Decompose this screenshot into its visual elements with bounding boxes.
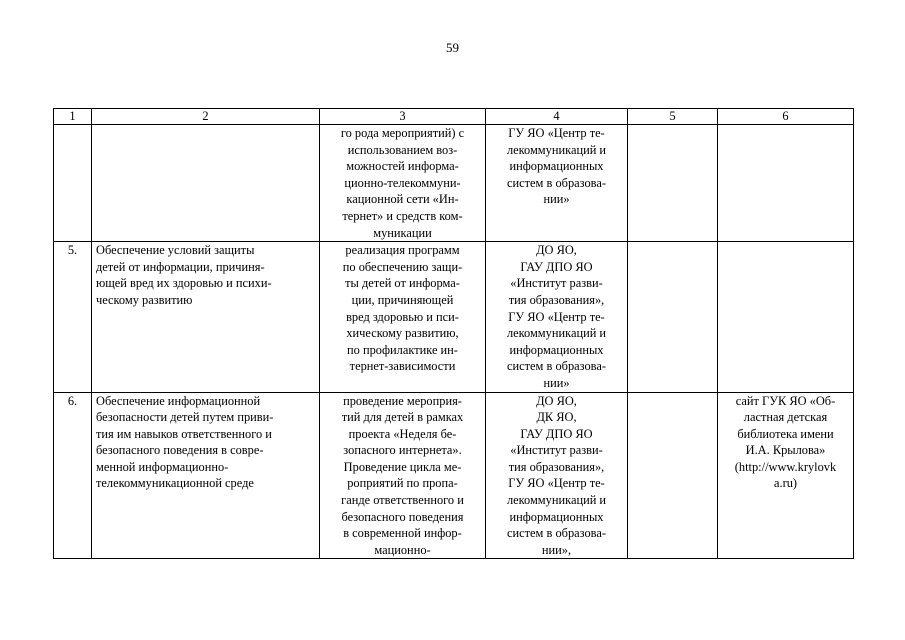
cell-text-line: ГАУ ДПО ЯО bbox=[520, 259, 593, 274]
cell-text-line: информационных bbox=[509, 159, 604, 174]
cell-text-line: телекоммуникационной среде bbox=[96, 476, 254, 491]
cell-text-line: тия образования», bbox=[508, 459, 605, 474]
cell-text-line: ластная детская bbox=[743, 410, 828, 425]
cell-text-line: нии» bbox=[543, 375, 570, 390]
cell-text-line: менной информационно- bbox=[96, 459, 229, 474]
cell-text-line: систем в образова- bbox=[507, 526, 606, 541]
column-5-cell bbox=[628, 392, 718, 559]
cell-text-line: (http://www.krylovk bbox=[734, 459, 837, 474]
cell-text-line: го рода мероприятий) с bbox=[340, 126, 465, 140]
cell-text-line: «Институт разви- bbox=[510, 443, 603, 458]
header-col-4: 4 bbox=[486, 109, 628, 125]
cell-text-line: ГАУ ДПО ЯО bbox=[520, 426, 593, 441]
cell-text-line: ционно-телекоммуни- bbox=[344, 175, 461, 190]
cell-text-line: ГУ ЯО «Центр те- bbox=[508, 309, 605, 324]
cell-text-line: тия образования», bbox=[508, 292, 605, 307]
cell-text-line: Обеспечение информационной bbox=[96, 393, 261, 408]
cell-text-line: тернет» и средств ком- bbox=[342, 208, 463, 223]
executor-cell bbox=[486, 242, 628, 392]
table-row bbox=[54, 125, 854, 242]
cell-text-line: нии», bbox=[541, 542, 572, 557]
cell-text-line: муникации bbox=[373, 225, 432, 240]
cell-text-line: роприятий по пропа- bbox=[347, 476, 458, 491]
header-col-2: 2 bbox=[92, 109, 320, 125]
cell-text-line: тия им навыков ответственного и bbox=[96, 426, 272, 441]
event-title-cell bbox=[92, 242, 320, 392]
cell-text-line: ганде ответственного и bbox=[341, 493, 464, 508]
cell-text-line: детей от информации, причиня- bbox=[96, 259, 265, 274]
cell-text-line: «Институт разви- bbox=[510, 276, 603, 291]
cell-text-line: хическому развитию, bbox=[346, 326, 459, 341]
cell-text-line: ты детей от информа- bbox=[345, 276, 460, 291]
cell-text-line: можностей информа- bbox=[346, 159, 459, 174]
cell-text-line: информационных bbox=[509, 342, 604, 357]
cell-text-line: по профилактике ин- bbox=[347, 342, 458, 357]
event-title-cell bbox=[92, 125, 320, 242]
table-row bbox=[54, 242, 854, 392]
cell-text-line: вред здоровью и пси- bbox=[346, 309, 459, 324]
event-title-cell bbox=[92, 392, 320, 559]
cell-text-line: лекоммуникаций и bbox=[506, 142, 607, 157]
cell-text-line: ДО ЯО, bbox=[536, 243, 577, 258]
cell-text-line: по обеспечению защи- bbox=[342, 259, 463, 274]
cell-text-line: информационных bbox=[509, 509, 604, 524]
row-number-cell bbox=[54, 125, 92, 242]
resource-cell bbox=[718, 242, 854, 392]
cell-text-line: ДО ЯО, bbox=[536, 393, 577, 408]
cell-text-line: тернет-зависимости bbox=[349, 359, 456, 374]
page-number: 59 bbox=[446, 40, 459, 55]
cell-text-line: сайт ГУК ЯО «Об- bbox=[735, 393, 836, 408]
cell-text-line: кационной сети «Ин- bbox=[346, 192, 459, 207]
table-body bbox=[54, 125, 854, 559]
row-number-cell: 5. bbox=[54, 242, 92, 392]
header-col-6: 6 bbox=[718, 109, 854, 125]
activity-cell bbox=[320, 125, 486, 242]
cell-text-line: ющей вред их здоровью и психи- bbox=[96, 276, 272, 291]
header-col-5: 5 bbox=[628, 109, 718, 125]
cell-text-line: ГУ ЯО «Центр те- bbox=[508, 126, 605, 140]
cell-text-line: систем в образова- bbox=[507, 175, 606, 190]
executor-cell bbox=[486, 125, 628, 242]
table-row bbox=[54, 392, 854, 559]
column-5-cell bbox=[628, 242, 718, 392]
activity-cell bbox=[320, 242, 486, 392]
cell-text-line: И.А. Крылова» bbox=[745, 443, 826, 458]
cell-text-line: реализация программ bbox=[345, 243, 460, 258]
cell-text-line: безопасности детей путем приви- bbox=[96, 410, 274, 425]
table-header-row bbox=[54, 109, 854, 125]
cell-text-line: лекоммуникаций и bbox=[506, 326, 607, 341]
cell-text-line: безопасного поведения bbox=[341, 509, 464, 524]
cell-text-line: Проведение цикла ме- bbox=[343, 459, 462, 474]
cell-text-line: нии» bbox=[543, 192, 570, 207]
plan-table bbox=[53, 108, 854, 559]
executor-cell bbox=[486, 392, 628, 559]
cell-text-line: Обеспечение условий защиты bbox=[96, 243, 255, 258]
cell-text-line: лекоммуникаций и bbox=[506, 493, 607, 508]
cell-text-line: безопасного поведения в совре- bbox=[96, 443, 264, 458]
cell-text-line: использованием воз- bbox=[347, 142, 458, 157]
resource-cell bbox=[718, 392, 854, 559]
cell-text-line: в современной инфор- bbox=[343, 526, 462, 541]
cell-text-line: проведение мероприя- bbox=[343, 393, 462, 408]
cell-text-line: тий для детей в рамках bbox=[341, 410, 464, 425]
header-col-3: 3 bbox=[320, 109, 486, 125]
cell-text-line: a.ru) bbox=[773, 476, 798, 491]
activity-cell bbox=[320, 392, 486, 559]
resource-cell bbox=[718, 125, 854, 242]
cell-text-line: систем в образова- bbox=[507, 359, 606, 374]
cell-text-line: мационно- bbox=[374, 542, 431, 557]
cell-text-line: зопасного интернета». bbox=[343, 443, 462, 458]
cell-text-line: проекта «Неделя бе- bbox=[348, 426, 457, 441]
cell-text-line: ДК ЯО, bbox=[536, 410, 577, 425]
cell-text-line: библиотека имени bbox=[737, 426, 834, 441]
row-number-cell: 6. bbox=[54, 392, 92, 559]
cell-text-line: ческому развитию bbox=[96, 292, 193, 307]
cell-text-line: ГУ ЯО «Центр те- bbox=[508, 476, 605, 491]
cell-text-line: ции, причиняющей bbox=[351, 292, 454, 307]
column-5-cell bbox=[628, 125, 718, 242]
header-col-1: 1 bbox=[54, 109, 92, 125]
